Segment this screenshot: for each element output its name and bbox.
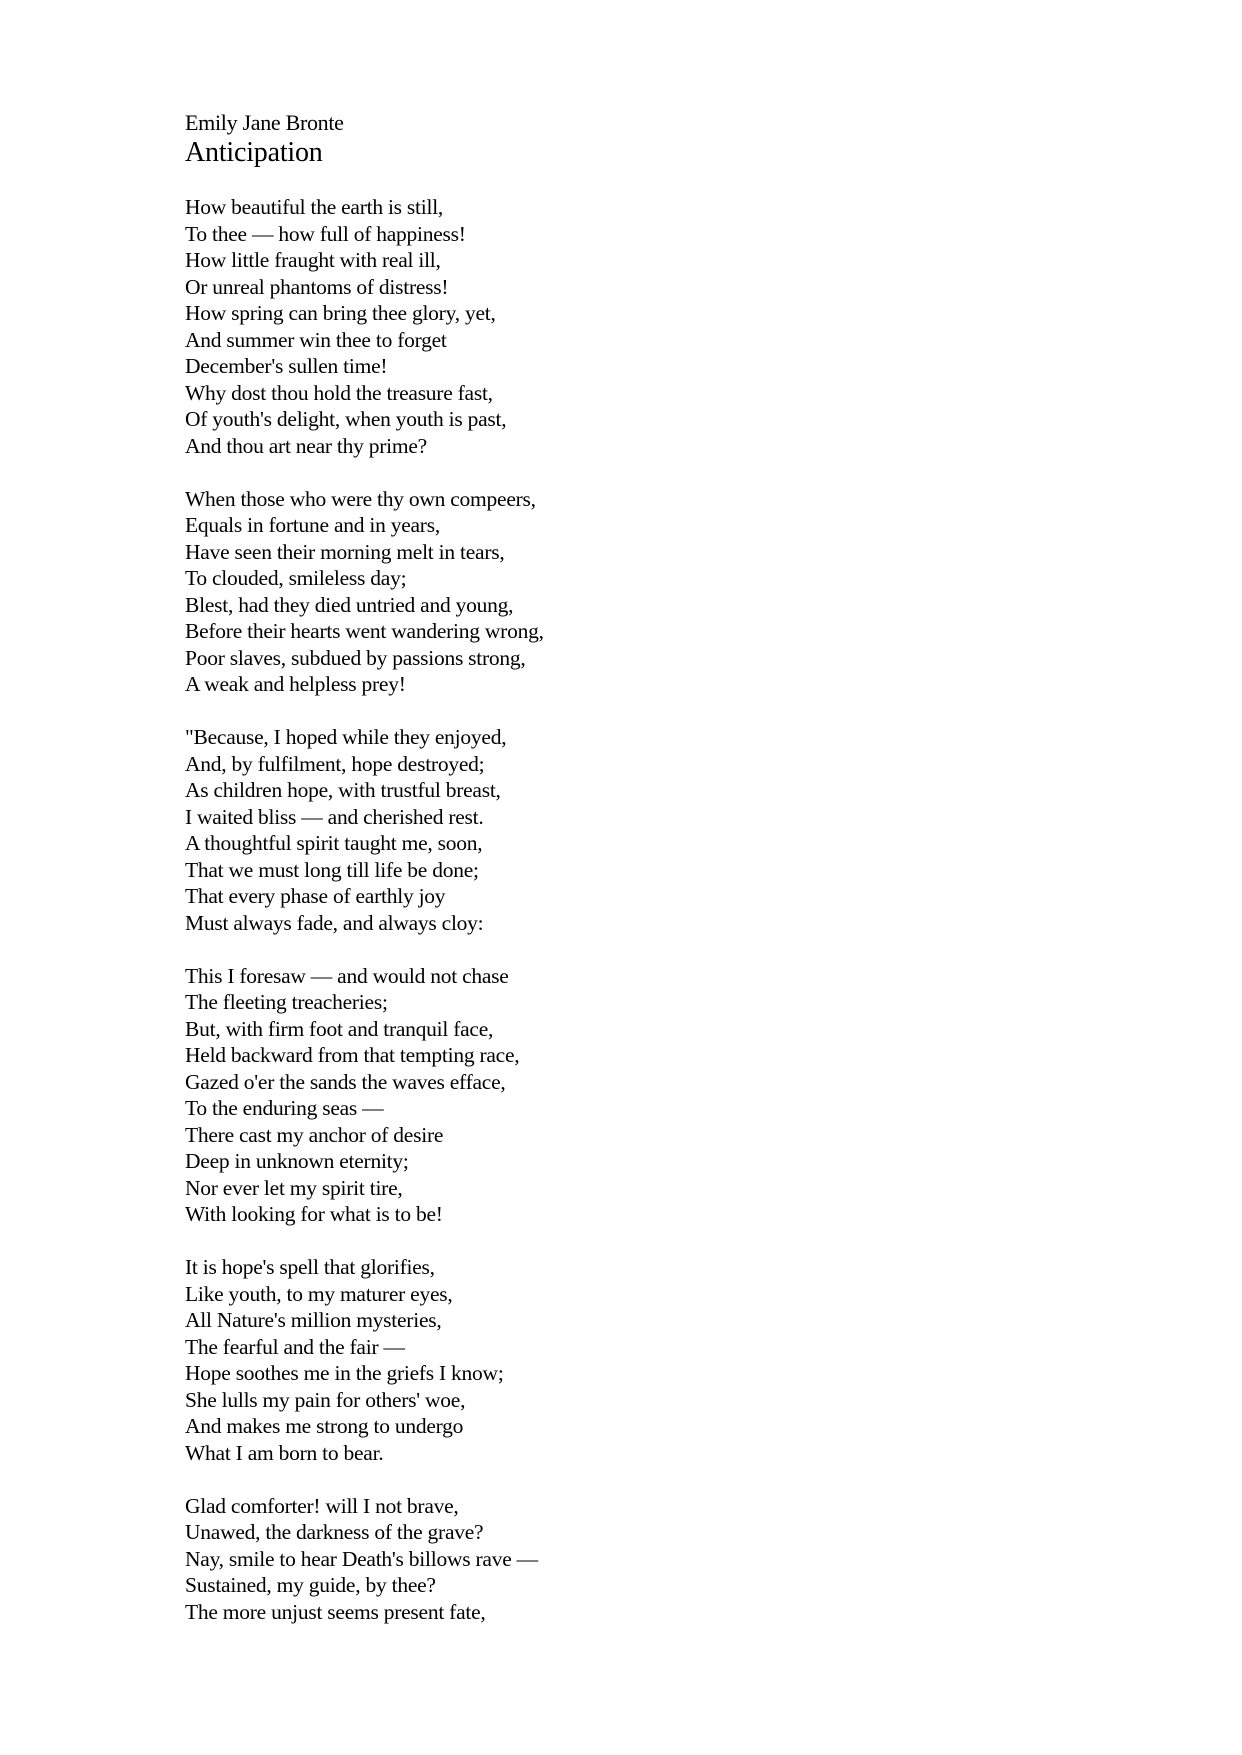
poem-line: That we must long till life be done; xyxy=(185,857,479,882)
poem-line: December's sullen time! xyxy=(185,354,388,378)
poem-line: Glad comforter! will I not brave, xyxy=(185,1493,459,1518)
poem-stanza xyxy=(185,1254,1085,1466)
poem-line: Equals in fortune and in years, xyxy=(185,513,440,537)
poem-line: To clouded, smileless day; xyxy=(185,566,407,590)
poem-line: Why dost thou hold the treasure fast, xyxy=(185,380,493,405)
poem-line: Must always fade, and always cloy: xyxy=(185,910,484,935)
poem-stanza xyxy=(185,724,1085,936)
poem-line: The fleeting treacheries; xyxy=(185,990,388,1014)
poem-line: Sustained, my guide, by thee? xyxy=(185,1573,436,1597)
poem-line: There cast my anchor of desire xyxy=(185,1122,444,1147)
poem-line: To the enduring seas — xyxy=(185,1096,384,1120)
poem-line: And makes me strong to undergo xyxy=(185,1414,464,1438)
poem-line: Held backward from that tempting race, xyxy=(185,1043,520,1067)
poem-line: She lulls my pain for others' woe, xyxy=(185,1387,466,1412)
poem-line: As children hope, with trustful breast, xyxy=(185,778,501,802)
poem-line: How little fraught with real ill, xyxy=(185,248,441,272)
poem-line: The more unjust seems present fate, xyxy=(185,1599,486,1624)
poem-line: Blest, had they died untried and young, xyxy=(185,592,514,617)
poem-line: Before their hearts went wandering wrong, xyxy=(185,619,544,643)
poem-line: All Nature's million mysteries, xyxy=(185,1308,442,1332)
poem-stanza xyxy=(185,486,1085,698)
poem-line: A thoughtful spirit taught me, soon, xyxy=(185,831,483,855)
poem-line: When those who were thy own compeers, xyxy=(185,486,536,511)
poem-line: How spring can bring thee glory, yet, xyxy=(185,301,496,325)
poem-stanza xyxy=(185,1493,1085,1626)
poem-title: Anticipation xyxy=(185,137,323,168)
poem-line: Gazed o'er the sands the waves efface, xyxy=(185,1069,506,1094)
poem-line: But, with firm foot and tranquil face, xyxy=(185,1016,494,1041)
poem-line: And summer win thee to forget xyxy=(185,327,447,352)
poem-line: Poor slaves, subdued by passions strong, xyxy=(185,645,526,670)
poem-line: Nay, smile to hear Death's billows rave — xyxy=(185,1546,538,1571)
poem-line: I waited bliss — and cherished rest. xyxy=(185,804,484,829)
poem-line: It is hope's spell that glorifies, xyxy=(185,1255,435,1279)
poem-line: "Because, I hoped while they enjoyed, xyxy=(185,725,507,749)
author-name: Emily Jane Bronte xyxy=(185,110,344,135)
poem-stanza xyxy=(185,963,1085,1228)
poem-line: Of youth's delight, when youth is past, xyxy=(185,407,507,431)
poem-line: Deep in unknown eternity; xyxy=(185,1149,409,1173)
poem-line: Like youth, to my maturer eyes, xyxy=(185,1281,453,1306)
poem-line: Have seen their morning melt in tears, xyxy=(185,539,505,564)
poem-line: That every phase of earthly joy xyxy=(185,884,446,908)
document-page xyxy=(185,110,1085,1652)
poem-line: To thee — how full of happiness! xyxy=(185,221,466,246)
poem-line: With looking for what is to be! xyxy=(185,1202,443,1226)
poem-body xyxy=(185,194,1085,1625)
poem-line: And thou art near thy prime? xyxy=(185,433,427,458)
poem-stanza xyxy=(185,194,1085,459)
poem-line: What I am born to bear. xyxy=(185,1440,384,1465)
poem-line: This I foresaw — and would not chase xyxy=(185,963,509,988)
poem-line: Nor ever let my spirit tire, xyxy=(185,1175,403,1200)
poem-line: And, by fulfilment, hope destroyed; xyxy=(185,751,485,776)
poem-line: The fearful and the fair — xyxy=(185,1334,405,1359)
poem-line: Unawed, the darkness of the grave? xyxy=(185,1520,484,1544)
poem-line: Or unreal phantoms of distress! xyxy=(185,274,449,299)
poem-line: A weak and helpless prey! xyxy=(185,672,406,696)
poem-line: Hope soothes me in the griefs I know; xyxy=(185,1361,504,1385)
poem-line: How beautiful the earth is still, xyxy=(185,195,444,219)
